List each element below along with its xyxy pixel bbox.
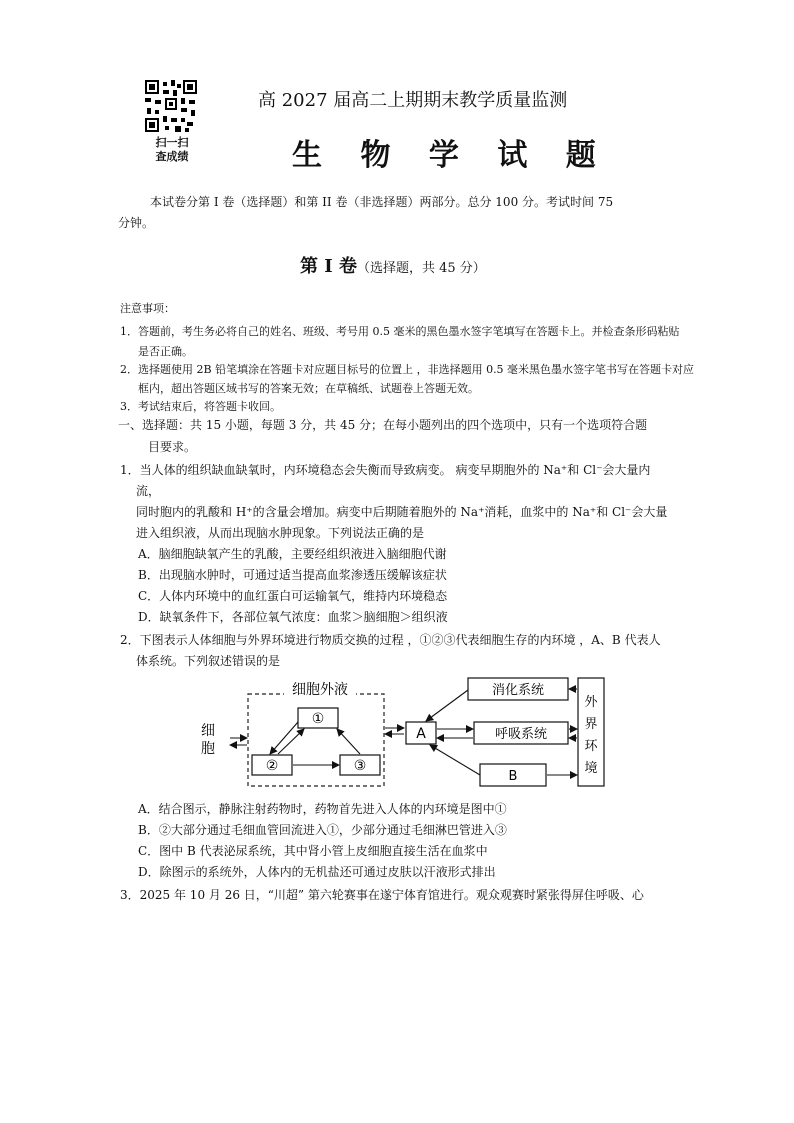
external-environment-label: 外界环境	[584, 695, 598, 776]
node-a-label: A	[416, 726, 426, 742]
q1-stem-3: 同时胞内的乳酸和 H⁺的含量会增加。病变中后期随着胞外的 Na⁺消耗，血浆中的 Na⁺和 Cl⁻会大量	[136, 505, 668, 519]
note-3: 3．考试结束后，将答题卡收回。	[120, 400, 281, 413]
exam-title: 高 2027 届高二上期期末教学质量监测	[258, 90, 568, 111]
cell-label-1: 细	[201, 723, 215, 739]
part1-subtitle: （选择题，共 45 分）	[356, 261, 486, 276]
section1-line1: 一、选择题：共 15 小题，每题 3 分，共 45 分；在每小题列出的四个选项中，只有一个选项符合题	[118, 418, 648, 432]
q2-option-b: B．②大部分通过毛细血管回流进入①，少部分通过毛细淋巴管进入③	[138, 823, 507, 837]
qr-code-icon[interactable]	[145, 80, 197, 132]
node-b-label: B	[508, 769, 518, 784]
cell-label-2: 胞	[201, 741, 215, 757]
section1-line2: 目要求。	[148, 440, 197, 454]
respiratory-system-label: 呼吸系统	[494, 727, 548, 742]
part1-title: 第 Ⅰ 卷	[300, 256, 357, 277]
scan-caption-line2: 查成绩	[155, 150, 189, 163]
intro-line1: 本试卷分第 I 卷（选择题）和第 II 卷（非选择题）两部分。总分 100 分。考试时间 75	[150, 195, 614, 209]
node-2-label: ②	[265, 758, 279, 774]
note-1a: 1．答题前，考生务必将自己的姓名、班级、考号用 0.5 毫米的黑色墨水签字笔填写在答题卡上。并检查条形码粘贴	[120, 325, 680, 338]
q1-option-b: B．出现脑水肿时，可通过适当提高血浆渗透压缓解该症状	[138, 568, 447, 582]
note-2b: 框内，超出答题区域书写的答案无效；在草稿纸、试题卷上答题无效。	[138, 382, 479, 395]
part1-heading	[300, 252, 486, 278]
q2-option-d: D．除图示的系统外，人体内的无机盐还可通过皮肤以汗液形式排出	[138, 865, 496, 879]
q2-option-a: A．结合图示，静脉注射药物时，药物首先进入人体的内环境是图中①	[138, 802, 507, 816]
q1-stem-2: 流，	[136, 484, 161, 498]
material-exchange-diagram	[190, 672, 610, 798]
q1-stem-1: 1．当人体的组织缺血缺氧时，内环境稳态会失衡而导致病变。 病变早期胞外的 Na⁺和 Cl⁻会大量内	[120, 463, 651, 477]
q1-option-a: A．脑细胞缺氧产生的乳酸，主要经组织液进入脑细胞代谢	[138, 547, 447, 561]
scan-caption-line1: 扫一扫	[155, 136, 189, 149]
extracellular-fluid-label: 细胞外液	[292, 682, 348, 698]
digestive-system-label: 消化系统	[491, 683, 545, 698]
q1-stem-4: 进入组织液，从而出现脑水肿现象。下列说法正确的是	[136, 526, 425, 540]
note-1b: 是否正确。	[138, 345, 193, 358]
scan-caption	[154, 136, 190, 164]
node-1-label: ①	[311, 711, 325, 727]
q3-stem-1: 3．2025 年 10 月 26 日，“川超” 第六轮赛事在遂宁体育馆进行。观众观赛时紧张得屏住呼吸、心	[120, 888, 644, 902]
node-3-label: ③	[353, 758, 367, 774]
subject-title: 生 物 学 试 题	[292, 138, 610, 173]
q2-stem-1: 2．下图表示人体细胞与外界环境进行物质交换的过程 ，①②③代表细胞生存的内环境 ，A、B 代表人	[120, 633, 661, 647]
note-2a: 2．选择题使用 2B 铅笔填涂在答题卡对应题目标号的位置上 ，非选择题用 0.5 毫米黑色墨水签字笔书写在答题卡对应	[120, 363, 695, 376]
q2-option-c: C．图中 B 代表泌尿系统，其中肾小管上皮细胞直接生活在血浆中	[138, 844, 488, 858]
notes-heading: 注意事项：	[120, 302, 175, 315]
q2-stem-2: 体系统。下列叙述错误的是	[136, 654, 281, 668]
q1-option-c: C．人体内环境中的血红蛋白可运输氧气，维持内环境稳态	[138, 589, 448, 603]
intro-line2: 分钟。	[118, 216, 155, 230]
q1-option-d: D．缺氧条件下，各部位氧气浓度：血浆＞脑细胞＞组织液	[138, 610, 448, 624]
